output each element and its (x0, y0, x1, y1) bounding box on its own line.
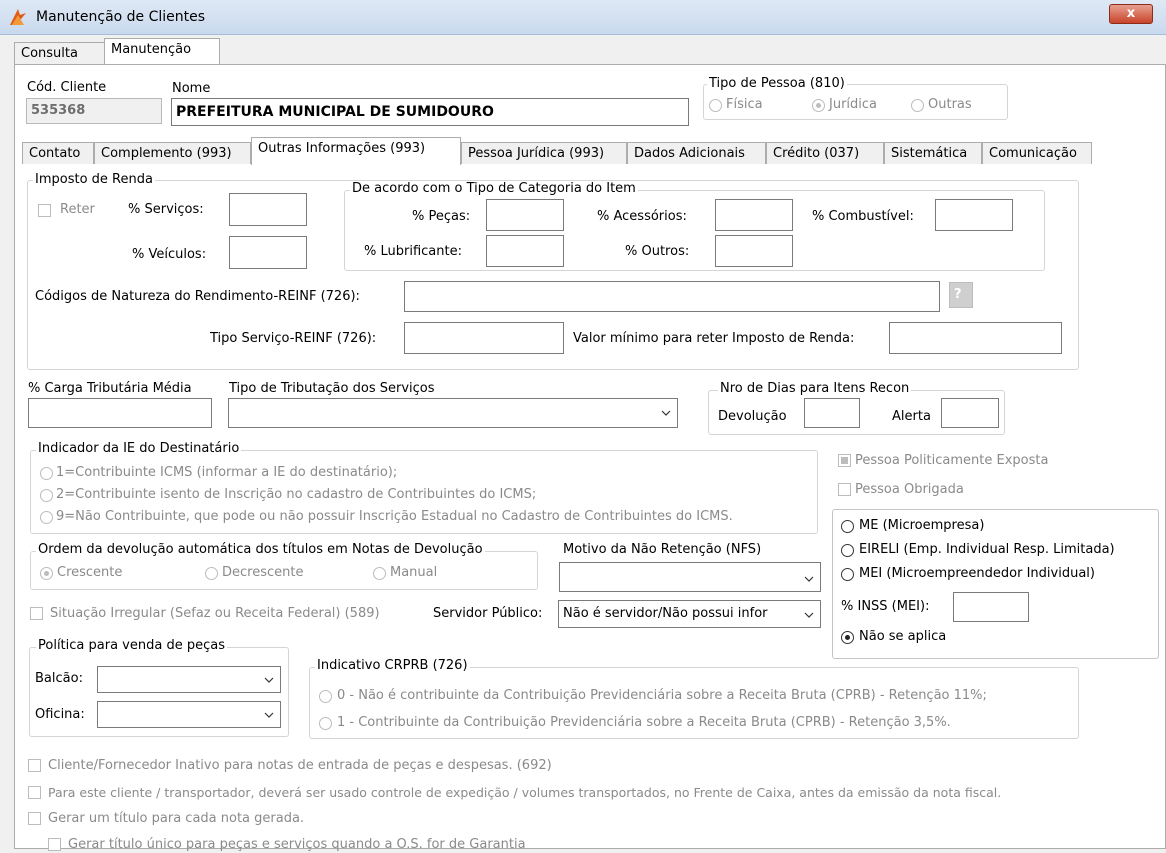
balcao-select[interactable] (97, 666, 281, 693)
oficina-label: Oficina: (35, 707, 85, 722)
situacao-irregular-label: Situação Irregular (Sefaz ou Receita Federal) (589) (50, 606, 380, 621)
indicador-ie-label: Indicador da IE do Destinatário (38, 441, 240, 456)
ie-option-1-label: 1=Contribuinte ICMS (informar a IE do destinatário); (56, 465, 398, 480)
chevron-down-icon (804, 610, 814, 620)
politica-pecas-label: Política para venda de peças (38, 638, 225, 653)
tipo-tributacao-label: Tipo de Tributação dos Serviços (229, 381, 435, 396)
crprb-label: Indicativo CRPRB (726) (317, 658, 468, 673)
servicos-label: % Serviços: (128, 202, 204, 217)
cliente-inativo-checkbox[interactable] (28, 759, 41, 772)
crprb-option-1-radio[interactable] (319, 717, 332, 730)
mei-label: MEI (Microempreendedor Individual) (859, 566, 1095, 581)
tipo-tributacao-select[interactable] (228, 398, 678, 428)
lubrificante-label: % Lubrificante: (364, 244, 462, 259)
nome-field[interactable]: PREFEITURA MUNICIPAL DE SUMIDOURO (171, 98, 689, 126)
cod-cliente-field[interactable]: 535368 (26, 98, 162, 124)
veiculos-field[interactable] (229, 236, 307, 269)
chevron-down-icon (804, 574, 814, 584)
valor-minimo-field[interactable] (889, 322, 1062, 354)
alerta-field[interactable] (941, 398, 999, 428)
carga-tributaria-label: % Carga Tributária Média (28, 381, 192, 396)
crescente-radio[interactable] (40, 567, 53, 580)
tipo-servico-reinf-field[interactable] (404, 322, 564, 354)
ie-option-9-label: 9=Não Contribuinte, que pode ou não possuir Inscrição Estadual no Cadastro de Contribuintes do ICMS. (56, 509, 733, 524)
tab-contato[interactable]: Contato (22, 142, 94, 164)
tab-sistematica[interactable]: Sistemática (884, 142, 982, 164)
servidor-publico-label: Servidor Público: (433, 606, 543, 621)
tipo-pessoa-fisica-radio[interactable] (709, 99, 722, 112)
titulo-unico-garantia-checkbox[interactable] (48, 838, 61, 851)
crprb-option-0-label: 0 - Não é contribuinte da Contribuição Previdenciária sobre a Receita Bruta (CPRB) - Retenção 11%; (337, 688, 987, 703)
tipo-pessoa-outras-radio[interactable] (911, 99, 924, 112)
tipo-servico-reinf-label: Tipo Serviço-REINF (726): (210, 331, 377, 346)
servidor-publico-value: Não é servidor/Não possui infor (563, 606, 768, 621)
gerar-titulo-checkbox[interactable] (28, 812, 41, 825)
tipo-pessoa-juridica-label: Jurídica (829, 97, 878, 112)
devolucao-field[interactable] (804, 398, 860, 428)
situacao-irregular-checkbox[interactable] (30, 607, 43, 620)
alerta-label: Alerta (892, 409, 931, 424)
nao-se-aplica-label: Não se aplica (859, 629, 947, 644)
window-title: Manutenção de Clientes (36, 9, 206, 25)
inss-mei-field[interactable] (953, 592, 1029, 622)
pessoa-politicamente-exposta-label: Pessoa Politicamente Exposta (855, 453, 1049, 468)
lubrificante-field[interactable] (486, 235, 564, 267)
tab-pessoa-juridica[interactable]: Pessoa Jurídica (993) (461, 142, 627, 164)
veiculos-label: % Veículos: (132, 247, 207, 262)
nao-se-aplica-radio[interactable] (841, 631, 854, 644)
combustivel-field[interactable] (935, 199, 1013, 231)
nro-dias-label: Nro de Dias para Itens Recon (720, 381, 910, 396)
titulo-unico-garantia-label: Gerar título único para peças e serviços quando a O.S. for de Garantia (68, 837, 526, 852)
help-lookup-button[interactable] (949, 282, 973, 308)
decrescente-radio[interactable] (205, 567, 218, 580)
codigos-reinf-field[interactable] (404, 281, 940, 312)
mei-radio[interactable] (841, 568, 854, 581)
chevron-down-icon (264, 710, 274, 720)
tipo-pessoa-label: Tipo de Pessoa (810) (709, 76, 845, 91)
motivo-nao-retencao-select[interactable] (559, 562, 821, 592)
ordem-devolucao-label: Ordem da devolução automática dos títulos em Notas de Devolução (38, 542, 483, 557)
tab-dados-adicionais[interactable]: Dados Adicionais (627, 142, 766, 164)
imposto-renda-label: Imposto de Renda (35, 172, 153, 187)
crescente-label: Crescente (57, 565, 123, 580)
ie-option-2-label: 2=Contribuinte isento de Inscrição no cadastro de Contribuintes do ICMS; (56, 487, 537, 502)
manual-label: Manual (390, 565, 438, 580)
decrescente-label: Decrescente (222, 565, 304, 580)
acessorios-field[interactable] (715, 199, 793, 231)
devolucao-label: Devolução (718, 409, 787, 424)
tab-complemento[interactable]: Complemento (993) (94, 142, 251, 164)
pecas-label: % Peças: (412, 209, 471, 224)
tipo-pessoa-juridica-radio[interactable] (812, 99, 825, 112)
controle-expedicao-label: Para este cliente / transportador, deverá ser usado controle de expedição / volumes transportados, no Frente de Caixa, antes da emissão da nota fiscal. (48, 785, 1002, 800)
tab-credito[interactable]: Crédito (037) (766, 142, 884, 164)
crprb-option-0-radio[interactable] (319, 690, 332, 703)
me-radio[interactable] (841, 520, 854, 533)
gerar-titulo-label: Gerar um título para cada nota gerada. (48, 811, 305, 826)
outros-field[interactable] (715, 235, 793, 267)
servidor-publico-select[interactable] (558, 600, 821, 628)
servicos-field[interactable] (229, 193, 307, 226)
cliente-inativo-label: Cliente/Fornecedor Inativo para notas de entrada de peças e despesas. (692) (48, 758, 552, 773)
help-icon: ? (954, 287, 962, 302)
reter-checkbox[interactable] (38, 204, 51, 217)
outros-label: % Outros: (625, 244, 690, 259)
manual-radio[interactable] (373, 567, 386, 580)
ie-option-1-radio[interactable] (40, 467, 53, 480)
pessoa-obrigada-label: Pessoa Obrigada (855, 482, 964, 497)
oficina-select[interactable] (97, 701, 281, 728)
eireli-radio[interactable] (841, 544, 854, 557)
app-logo-icon (8, 7, 28, 27)
controle-expedicao-checkbox[interactable] (28, 786, 41, 799)
acessorios-label: % Acessórios: (597, 209, 687, 224)
motivo-nao-retencao-label: Motivo da Não Retenção (NFS) (563, 542, 762, 557)
pessoa-politicamente-exposta-checkbox[interactable] (838, 454, 851, 467)
chevron-down-icon (264, 675, 274, 685)
tipo-pessoa-fisica-label: Física (726, 97, 763, 112)
codigos-reinf-label: Códigos de Natureza do Rendimento-REINF (726): (35, 289, 360, 304)
me-label: ME (Microempresa) (859, 518, 985, 533)
tab-manutencao[interactable]: Manutenção (104, 38, 220, 64)
nome-label: Nome (172, 81, 211, 96)
tab-consulta[interactable]: Consulta (14, 42, 106, 64)
reter-label: Reter (60, 202, 95, 217)
tab-outras-informacoes[interactable]: Outras Informações (993) (251, 137, 461, 165)
crprb-option-1-label: 1 - Contribuinte da Contribuição Previdenciária sobre a Receita Bruta (CPRB) - Retenção 3,5%. (337, 715, 951, 730)
combustivel-label: % Combustível: (812, 209, 914, 224)
close-button[interactable]: x (1109, 4, 1153, 24)
pecas-field[interactable] (486, 199, 564, 231)
title-bar (0, 0, 1166, 35)
balcao-label: Balcão: (35, 671, 83, 686)
ie-option-2-radio[interactable] (40, 489, 53, 502)
chevron-down-icon (661, 408, 671, 418)
tipo-pessoa-outras-label: Outras (928, 97, 972, 112)
tab-comunicacao[interactable]: Comunicação (982, 142, 1092, 164)
pessoa-obrigada-checkbox[interactable] (838, 483, 851, 496)
categoria-item-label: De acordo com o Tipo de Categoria do Item (352, 181, 636, 196)
ie-option-9-radio[interactable] (40, 511, 53, 524)
carga-tributaria-field[interactable] (28, 398, 212, 428)
inss-mei-label: % INSS (MEI): (841, 599, 930, 614)
cod-cliente-label: Cód. Cliente (27, 80, 107, 95)
valor-minimo-label: Valor mínimo para reter Imposto de Renda: (573, 331, 855, 346)
eireli-label: EIRELI (Emp. Individual Resp. Limitada) (859, 542, 1115, 557)
